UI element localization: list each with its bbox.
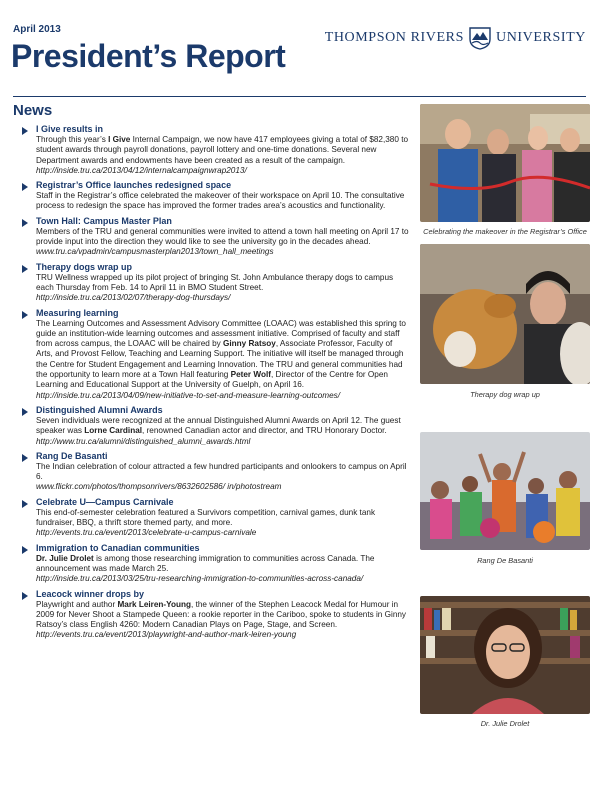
tru-logo — [325, 26, 586, 50]
news-item-title: Registrar’s Office launches redesigned space — [36, 180, 232, 191]
bullet-arrow-icon — [22, 127, 28, 135]
bullet-arrow-icon — [22, 219, 28, 227]
news-item — [20, 216, 410, 258]
news-item-body: The Learning Outcomes and Assessment Advisory Committee (LOAAC) was established this spring to guide an institution-wide learning outcomes and assessment initiative. Comprised of faculty and staff from across campus, the LOAAC will be chaired by Ginny Ratsoy, Associate Professor, Faculty of Arts, and Provost Fellow, Teaching and Learning Support. The initiative will itself be managed through the Centre for Student Engagement and Learning Innovation. The TRU and general communities had the opportunity to learn more at a Town Hall featuring Peter Wolf, Director of the Centre for Open Learning and Educational Support at the University of Guelph, on April 16. — [36, 318, 406, 390]
news-item-title: Distinguished Alumni Awards — [36, 404, 163, 415]
news-item-title: Leacock winner drops by — [36, 588, 145, 599]
news-item-title: Town Hall: Campus Master Plan — [36, 215, 172, 226]
news-item — [20, 308, 410, 401]
logo-wordmark-right: UNIVERSITY — [496, 30, 586, 45]
news-item-link[interactable]: http://events.tru.ca/event/2013/celebrate-u-campus-carnivale — [36, 528, 257, 538]
news-item — [20, 124, 410, 176]
bullet-arrow-icon — [22, 500, 28, 508]
photo-caption: Dr. Julie Drolet — [480, 719, 530, 728]
photo-caption: Therapy dog wrap up — [470, 390, 540, 399]
news-list — [20, 124, 410, 645]
news-item-link[interactable]: http://events.tru.ca/event/2013/playwright-and-author-mark-leiren-young — [36, 630, 297, 640]
news-item-title: Therapy dogs wrap up — [36, 261, 133, 272]
news-item-link[interactable]: www.tru.ca/vpadmin/campusmasterplan2013/town_hall_meetings — [36, 247, 274, 257]
news-item-link[interactable]: http://inside.tru.ca/2013/02/07/therapy-dog-thursdays/ — [36, 293, 231, 303]
news-item — [20, 262, 410, 304]
registrar-photo — [420, 104, 590, 222]
news-item — [20, 589, 410, 641]
news-item-body: Staff in the Registrar’s office celebrated the makeover of their workspace on April 10. The consultative process to redesign the space has improved the former trades area’s acoustics and functionality. — [36, 191, 405, 211]
bullet-arrow-icon — [22, 311, 28, 319]
news-item-body: Through this year’s I Give Internal Campaign, we now have 417 employees giving a total of $82,380 to student awards through payroll donations, payroll lottery and one-time donations. Several new Department awards and endowments have been created as a result of the campaign. — [36, 135, 409, 165]
news-item-link[interactable]: http://inside.tru.ca/2013/04/12/internalcampaignwrap2013/ — [36, 165, 247, 175]
tru-shield-icon — [469, 26, 491, 50]
news-item-title: I Give results in — [36, 124, 104, 134]
logo-wordmark-left: THOMPSON RIVERS — [324, 30, 464, 45]
news-item-link[interactable]: http://www.tru.ca/alumni/distinguished_alumni_awards.html — [36, 436, 251, 446]
news-item — [20, 543, 410, 585]
news-item-link[interactable]: www.flickr.com/photos/thompsonrivers/8632602586/ in/photostream — [36, 482, 282, 492]
photo-caption: Rang De Basanti — [477, 556, 533, 565]
news-item-title: Rang De Basanti — [36, 450, 108, 461]
news-item-link[interactable]: http://inside.tru.ca/2013/04/09/new-initiative-to-set-and-measure-learning-outcomes/ — [36, 390, 341, 400]
news-item-body: TRU Wellness wrapped up its pilot project of bringing St. John Ambulance therapy dogs to campus each Thursday from Feb. 14 to April 11 in BMO Student Street. — [36, 272, 394, 292]
section-rule — [13, 96, 586, 97]
report-date: April 2013 — [13, 24, 61, 35]
julie-drolet-photo — [420, 596, 590, 714]
bullet-arrow-icon — [22, 546, 28, 554]
report-title: President’s Report — [11, 38, 286, 74]
rang-de-basanti-photo — [420, 432, 590, 550]
news-item-body: Seven individuals were recognized at the annual Distinguished Alumni Awards on April 12. The guest speaker was Lorne Cardinal, renowned Canadian actor and director, and TRU Honorary Doctor. — [36, 415, 401, 436]
bullet-arrow-icon — [22, 592, 28, 600]
news-item — [20, 180, 410, 212]
news-item-title: Celebrate U—Campus Carnivale — [36, 496, 174, 507]
news-item-body: Dr. Julie Drolet is among those researching immigration to communities across Canada. The announcement was made March 25. — [36, 553, 375, 573]
news-item-body: Members of the TRU and general communities were invited to attend a town hall meeting on April 17 to provide input into the direction they would like to see the university go in the decades ahead. — [36, 226, 409, 247]
news-item-link[interactable]: http://inside.tru.ca/2013/03/25/tru-researching-immigration-to-communities-across-canada/ — [36, 574, 364, 584]
bullet-arrow-icon — [22, 265, 28, 273]
therapy-dog-photo — [420, 244, 590, 384]
bullet-arrow-icon — [22, 454, 28, 462]
news-item — [20, 405, 410, 447]
news-item — [20, 451, 410, 493]
news-item-title: Measuring learning — [36, 307, 119, 318]
news-item — [20, 497, 410, 539]
news-item-body: This end-of-semester celebration featured a Survivors competition, carnival games, dunk tank fundraiser, BBQ, a thrift store themed party, and more. — [36, 507, 376, 528]
news-item-title: Immigration to Canadian communities — [36, 542, 200, 553]
section-title: News — [13, 102, 53, 119]
bullet-arrow-icon — [22, 408, 28, 416]
news-item-body: Playwright and author Mark Leiren-Young, the winner of the Stephen Leacock Medal for Humour in 2009 for Never Shoot a Stampede Queen: a rookie reporter in the Cariboo, spoke to students in Ginny Ratsoy’s class English 4260: Modern Canadian Plays on Page, Stage, and Screen. — [36, 599, 407, 630]
photo-caption: Celebrating the makeover in the Registrar’s Office — [423, 227, 587, 236]
news-item-body: The Indian celebration of colour attracted a few hundred participants and onlookers to campus on April 6. — [36, 461, 407, 482]
bullet-arrow-icon — [22, 183, 28, 191]
